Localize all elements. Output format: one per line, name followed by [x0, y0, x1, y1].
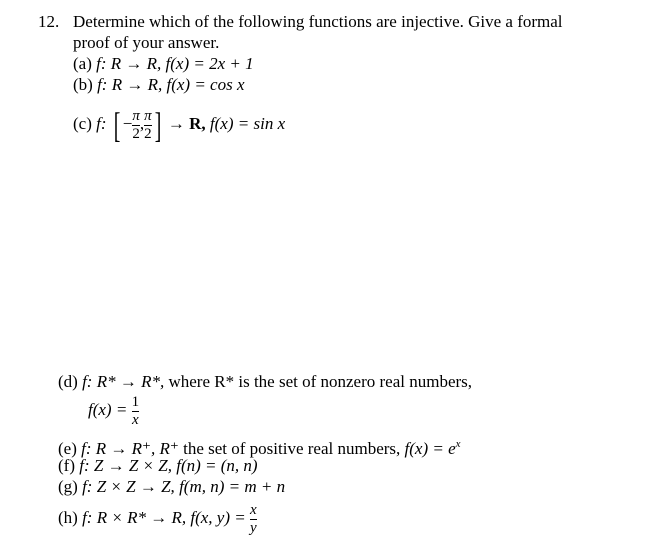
part-c-den-right: 2 [144, 125, 152, 142]
problem-statement-line2: proof of your answer. [73, 33, 220, 52]
part-h-den: y [249, 519, 257, 536]
right-bracket-icon: ] [154, 105, 161, 146]
part-f-label: (f) [58, 456, 75, 475]
part-d [58, 372, 472, 392]
part-d-num: 1 [131, 393, 140, 410]
part-h-lhs: f(x, y) = [190, 508, 246, 527]
part-c [73, 105, 286, 146]
part-b [73, 75, 245, 95]
part-a-map: f: R → R, [96, 54, 162, 73]
part-d-lhs: f(x) = [88, 400, 128, 419]
part-c-neg: − [122, 114, 133, 133]
part-a-rule: f(x) = 2x + 1 [165, 54, 254, 73]
part-h-num: x [249, 501, 257, 518]
part-c-num-right: π [144, 107, 152, 124]
part-a-label: (a) [73, 54, 92, 73]
part-e-label: (e) [58, 439, 77, 458]
part-c-f: f: [96, 114, 107, 133]
part-b-map: f: R → R, [97, 75, 163, 94]
part-d-fraction [132, 395, 140, 428]
part-e-text: the set of positive real numbers, [183, 439, 401, 458]
part-g-rule: f(m, n) = m + n [179, 477, 286, 496]
left-bracket-icon: [ [113, 105, 121, 146]
part-h-fraction [250, 503, 257, 536]
part-c-fraction-left [132, 109, 140, 142]
part-c-label: (c) [73, 114, 92, 133]
problem-statement-line1: Determine which of the following functions are injective. Give a formal [73, 12, 563, 31]
part-h [58, 500, 257, 536]
part-e-exp: x [455, 438, 461, 450]
problem-number: 12. [38, 12, 60, 31]
part-f-rule: f(n) = (n, n) [176, 456, 258, 475]
part-f-map: f: Z → Z × Z, [79, 456, 172, 475]
part-g-map: f: Z × Z → Z, [82, 477, 175, 496]
part-c-tail: → R, [167, 114, 206, 133]
part-c-fraction-right [144, 109, 152, 142]
part-d-label: (d) [58, 372, 78, 391]
part-f [58, 456, 258, 476]
part-a [73, 54, 254, 74]
part-e-map: f: R → R⁺, R⁺ [81, 439, 179, 458]
part-d-den: x [131, 411, 139, 428]
part-g [58, 477, 285, 497]
part-b-label: (b) [73, 75, 93, 94]
part-c-den-left: 2 [132, 125, 140, 142]
part-c-comma: , [139, 114, 145, 133]
part-c-rule: f(x) = sin x [209, 114, 286, 133]
part-h-label: (h) [58, 508, 78, 527]
part-h-map: f: R × R* → R, [82, 508, 187, 527]
part-d-text: where R* is the set of nonzero real numbers, [168, 372, 473, 391]
part-g-label: (g) [58, 477, 78, 496]
part-d-map: f: R* → R*, [82, 372, 165, 391]
part-d-formula [88, 392, 139, 428]
part-e-rule: f(x) = e [404, 439, 456, 458]
part-b-rule: f(x) = cos x [166, 75, 245, 94]
part-c-num-left: π [132, 107, 140, 124]
